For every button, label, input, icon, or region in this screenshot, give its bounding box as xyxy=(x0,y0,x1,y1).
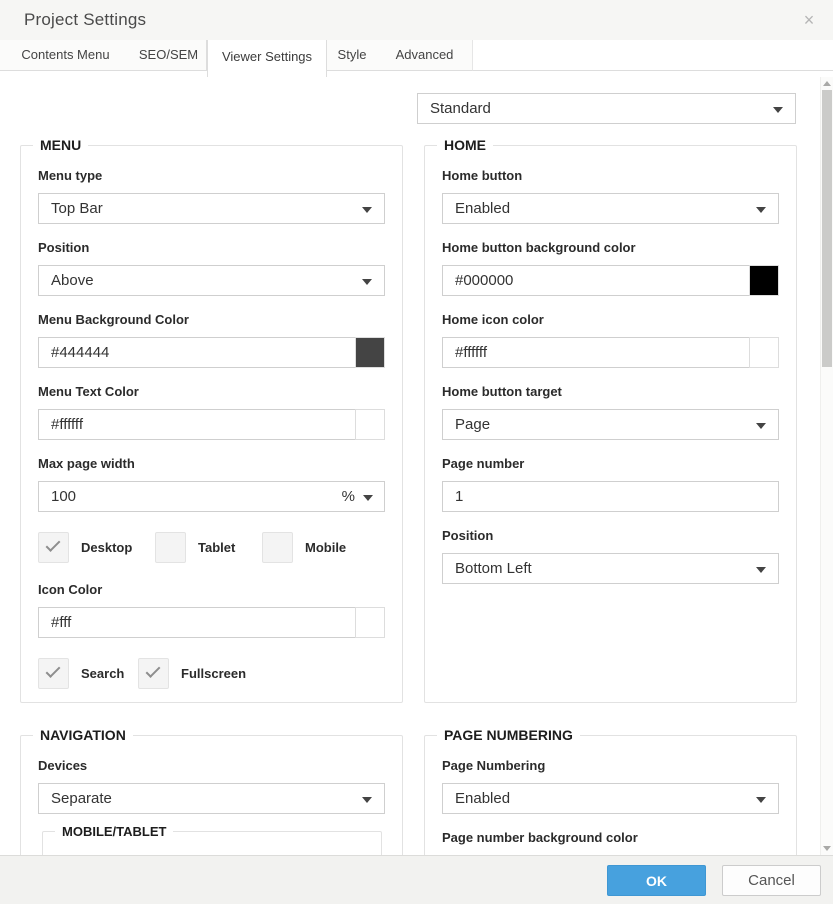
chevron-down-icon xyxy=(756,797,766,803)
home-icon-color-field xyxy=(442,312,779,368)
fullscreen-checkbox-item[interactable] xyxy=(138,658,246,689)
home-position-select[interactable] xyxy=(442,553,779,584)
menu-type-select[interactable] xyxy=(38,193,385,224)
scroll-up-icon[interactable] xyxy=(821,77,833,90)
nav-devices-value: Separate xyxy=(51,790,112,807)
chevron-down-icon xyxy=(773,107,783,113)
home-target-select[interactable] xyxy=(442,409,779,440)
cancel-button[interactable]: Cancel xyxy=(722,865,821,896)
home-bg-color-input[interactable] xyxy=(442,265,779,296)
max-page-width-unit: % xyxy=(341,488,355,505)
close-icon[interactable]: × xyxy=(797,8,821,32)
menu-type-value: Top Bar xyxy=(51,200,103,217)
tablet-checkbox-item[interactable] xyxy=(155,532,262,563)
max-page-width-label: Max page width xyxy=(38,456,135,471)
chevron-down-icon xyxy=(363,495,373,501)
desktop-label: Desktop xyxy=(81,540,133,555)
tab-seo-sem[interactable]: SEO/SEM xyxy=(138,47,199,62)
home-icon-color-label: Home icon color xyxy=(442,312,544,327)
menu-position-value: Above xyxy=(51,272,94,289)
menu-bg-color-field xyxy=(38,312,385,368)
home-button-value: Enabled xyxy=(455,200,511,217)
home-button-field xyxy=(442,168,779,224)
menu-text-color-swatch[interactable] xyxy=(355,409,385,440)
home-section-legend: HOME xyxy=(437,138,493,153)
tab-bar xyxy=(0,40,833,77)
page-numbering-label: Page Numbering xyxy=(442,758,546,773)
viewer-type-value: Standard xyxy=(430,100,491,117)
ok-button[interactable]: OK xyxy=(607,865,706,896)
menu-bg-color-swatch[interactable] xyxy=(355,337,385,368)
page-numbering-select[interactable] xyxy=(442,783,779,814)
home-icon-color-input[interactable] xyxy=(442,337,779,368)
desktop-checkbox-item[interactable] xyxy=(38,532,155,563)
tab-contents-menu[interactable]: Contents Menu xyxy=(21,47,110,62)
checkmark-icon xyxy=(46,537,61,552)
menu-section xyxy=(20,137,403,703)
home-bg-color-swatch[interactable] xyxy=(749,265,779,296)
scrollbar-thumb[interactable] xyxy=(822,90,832,367)
menu-type-field xyxy=(38,168,385,224)
dialog-footer xyxy=(0,855,833,904)
menu-bg-color-label: Menu Background Color xyxy=(38,312,189,327)
home-position-value: Bottom Left xyxy=(455,560,532,577)
checkmark-icon xyxy=(46,663,61,678)
home-button-select[interactable] xyxy=(442,193,779,224)
triangle-up-icon xyxy=(823,81,831,86)
page-numbering-legend: PAGE NUMBERING xyxy=(437,728,580,743)
device-checkbox-row xyxy=(38,532,385,563)
page-title: Project Settings xyxy=(24,10,147,29)
mobile-label: Mobile xyxy=(305,540,347,555)
chevron-down-icon xyxy=(362,207,372,213)
triangle-down-icon xyxy=(823,846,831,851)
home-bg-color-field xyxy=(442,240,779,296)
chevron-down-icon xyxy=(756,567,766,573)
menu-type-label: Menu type xyxy=(38,168,103,183)
menu-position-label: Position xyxy=(38,240,90,255)
icon-color-label: Icon Color xyxy=(38,582,103,597)
home-target-field xyxy=(442,384,779,440)
tab-style[interactable]: Style xyxy=(337,47,367,62)
max-page-width-input[interactable] xyxy=(38,481,385,512)
mobile-checkbox[interactable] xyxy=(262,532,293,563)
search-label: Search xyxy=(81,666,125,681)
home-button-label: Home button xyxy=(442,168,523,183)
icon-color-swatch[interactable] xyxy=(355,607,385,638)
mobile-checkbox-item[interactable] xyxy=(262,532,346,563)
page-numbering-field xyxy=(442,758,779,814)
page-number-bg-color-label: Page number background color xyxy=(442,830,638,845)
tablet-checkbox[interactable] xyxy=(155,532,186,563)
dialog-header xyxy=(0,0,833,40)
search-checkbox[interactable] xyxy=(38,658,69,689)
nav-devices-label: Devices xyxy=(38,758,88,773)
mobile-tablet-legend: MOBILE/TABLET xyxy=(55,824,173,839)
menu-text-color-field xyxy=(38,384,385,440)
navigation-section-legend: NAVIGATION xyxy=(33,728,133,743)
chevron-down-icon xyxy=(756,207,766,213)
tab-bar-filler xyxy=(473,40,833,71)
home-target-value: Page xyxy=(455,416,491,433)
home-page-number-label: Page number xyxy=(442,456,525,471)
menu-position-field xyxy=(38,240,385,296)
viewer-type-select[interactable] xyxy=(417,93,796,124)
checkmark-icon xyxy=(146,663,161,678)
tablet-label: Tablet xyxy=(198,540,236,555)
desktop-checkbox[interactable] xyxy=(38,532,69,563)
home-position-label: Position xyxy=(442,528,494,543)
home-page-number-field xyxy=(442,456,779,512)
home-section xyxy=(424,137,797,703)
tab-advanced[interactable]: Advanced xyxy=(395,47,454,62)
fullscreen-checkbox[interactable] xyxy=(138,658,169,689)
home-position-field xyxy=(442,528,779,584)
menu-position-select[interactable] xyxy=(38,265,385,296)
menu-bg-color-input[interactable] xyxy=(38,337,385,368)
feature-checkbox-row xyxy=(38,658,385,689)
home-icon-color-swatch[interactable] xyxy=(749,337,779,368)
nav-devices-field xyxy=(38,758,385,814)
chevron-down-icon xyxy=(362,279,372,285)
page-numbering-value: Enabled xyxy=(455,790,511,807)
home-target-label: Home button target xyxy=(442,384,562,399)
menu-section-legend: MENU xyxy=(33,138,88,153)
home-page-number-input[interactable] xyxy=(442,481,779,512)
menu-text-color-input[interactable] xyxy=(38,409,385,440)
tab-group-left xyxy=(0,40,207,71)
fullscreen-label: Fullscreen xyxy=(181,666,247,681)
tab-group-right xyxy=(327,40,473,71)
nav-devices-select[interactable] xyxy=(38,783,385,814)
scroll-down-icon[interactable] xyxy=(821,842,833,855)
icon-color-field xyxy=(38,582,385,638)
menu-text-color-label: Menu Text Color xyxy=(38,384,139,399)
chevron-down-icon xyxy=(756,423,766,429)
search-checkbox-item[interactable] xyxy=(38,658,138,689)
icon-color-input[interactable] xyxy=(38,607,385,638)
home-bg-color-label: Home button background color xyxy=(442,240,636,255)
tab-viewer-settings[interactable]: Viewer Settings xyxy=(207,40,327,77)
chevron-down-icon xyxy=(362,797,372,803)
settings-content xyxy=(0,77,833,855)
vertical-scrollbar[interactable] xyxy=(820,77,833,855)
max-page-width-field xyxy=(38,456,385,512)
